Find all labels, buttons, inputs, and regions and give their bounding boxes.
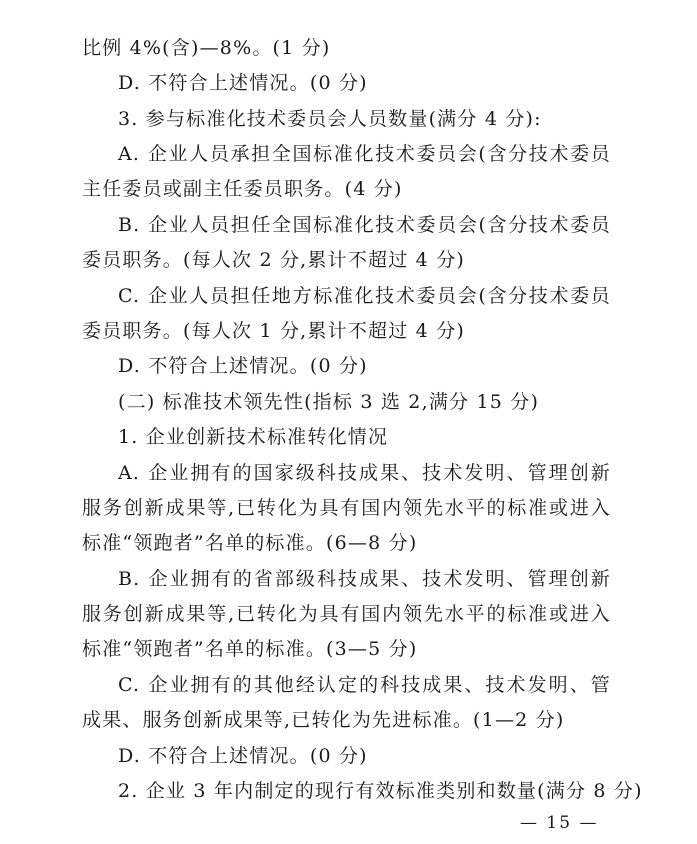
text-line: B. 企业人员担任全国标准化技术委员会(含分技术委员 — [118, 214, 611, 236]
text-line: B. 企业拥有的省部级科技成果、技术发明、管理创新 — [118, 568, 611, 590]
page-number: — 15 — — [520, 813, 599, 833]
text-line: A. 企业拥有的国家级科技成果、技术发明、管理创新 — [118, 462, 611, 484]
text-line: D. 不符合上述情况。(0 分) — [118, 355, 368, 377]
text-line: 标准“领跑者”名单的标准。(3—5 分) — [82, 638, 418, 660]
text-line: 比例 4%(含)—8%。(1 分) — [82, 37, 331, 59]
section-heading: (二) 标准技术领先性(指标 3 选 2,满分 15 分) — [118, 391, 540, 413]
text-line: 服务创新成果等,已转化为具有国内领先水平的标准或进入 — [82, 603, 611, 625]
subsection-heading: 2. 企业 3 年内制定的现行有效标准类别和数量(满分 8 分) — [118, 780, 643, 802]
text-line: 服务创新成果等,已转化为具有国内领先水平的标准或进入 — [82, 497, 611, 519]
text-line: D. 不符合上述情况。(0 分) — [118, 745, 368, 767]
text-line: C. 企业人员担任地方标准化技术委员会(含分技术委员 — [118, 285, 611, 307]
text-line: D. 不符合上述情况。(0 分) — [118, 72, 368, 94]
text-line: 标准“领跑者”名单的标准。(6—8 分) — [82, 532, 418, 554]
text-line: 主任委员或副主任委员职务。(4 分) — [82, 178, 403, 200]
subsection-heading: 1. 企业创新技术标准转化情况 — [118, 426, 389, 448]
text-line: A. 企业人员承担全国标准化技术委员会(含分技术委员 — [118, 143, 611, 165]
text-line: 成果、服务创新成果等,已转化为先进标准。(1—2 分) — [82, 709, 565, 731]
text-line: 委员职务。(每人次 1 分,累计不超过 4 分) — [82, 320, 466, 342]
text-line: C. 企业拥有的其他经认定的科技成果、技术发明、管 — [118, 674, 611, 696]
text-line: 3. 参与标准化技术委员会人员数量(满分 4 分): — [118, 108, 542, 130]
text-line: 委员职务。(每人次 2 分,累计不超过 4 分) — [82, 249, 466, 271]
